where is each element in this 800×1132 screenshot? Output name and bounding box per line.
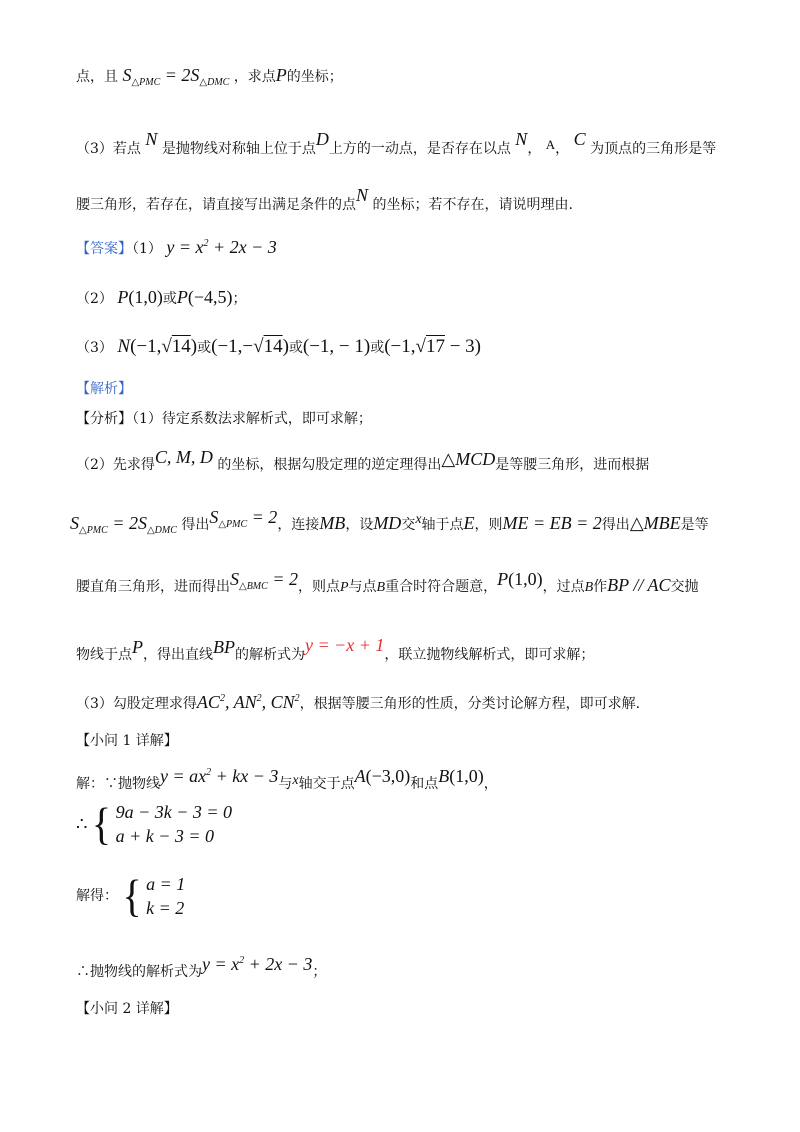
equation-line: k = 2	[146, 898, 185, 918]
point-P: P	[339, 580, 349, 595]
text: ，得出直线	[143, 647, 213, 663]
area-BMC: $S_{\triangle BMC} = 2$	[230, 569, 298, 592]
area-condition: $S_{\triangle PMC} = 2S_{\triangle DMC}$	[122, 65, 230, 88]
parabola-result: $y = x^2 + 2x - 3$	[202, 954, 313, 974]
text: ，求点	[233, 69, 276, 85]
text: ∴抛物线的解析式为	[76, 964, 202, 980]
text: 作	[593, 579, 608, 595]
text: 的坐标；	[286, 69, 343, 85]
area-equation: $S_{\triangle PMC} = 2$	[209, 507, 278, 530]
text: 是等腰三角形，进而根据	[495, 457, 650, 473]
text: 是抛物线对称轴上位于点	[161, 141, 316, 157]
text: （1）	[132, 241, 162, 257]
point-B: B(1,0)	[438, 766, 484, 786]
point-A: A(−3,0)	[354, 766, 411, 786]
equation-line: a + k − 3 = 0	[115, 826, 214, 846]
text: 腰直角三角形，进而得出	[76, 579, 230, 595]
therefore-symbol: ∴	[76, 814, 88, 834]
answer3-formula: N(−1,√14)或(−1,−√14)或(−1, − 1)或(−1,√17 − 3)	[117, 336, 482, 357]
equation-line: a = 1	[146, 874, 186, 894]
question2-tail	[76, 64, 760, 94]
answer-2	[76, 286, 760, 310]
point-B: B	[376, 580, 386, 595]
text: 是等	[680, 517, 709, 533]
text: （3）若点	[76, 141, 141, 157]
section-label: 【小问 2 详解】	[76, 1001, 178, 1017]
subquestion1-result	[76, 950, 760, 983]
text: 点，且	[76, 69, 118, 85]
x-axis: x	[415, 512, 422, 527]
brace-icon: {	[91, 797, 112, 850]
point-A: A	[545, 137, 556, 152]
point-B: B	[584, 580, 594, 595]
segment-MB: MB	[319, 513, 346, 533]
text: 交	[401, 517, 416, 533]
text: ，根据等腰三角形的性质，分类讨论解方程，即可求解.	[299, 696, 641, 712]
point-E: E	[463, 513, 475, 533]
subquestion1-line1	[76, 762, 760, 795]
system-lines	[146, 872, 185, 920]
text: 和点	[410, 776, 439, 792]
text: 解：∵抛物线	[76, 776, 160, 792]
text: （2）先求得	[76, 457, 155, 473]
equation-line: 9a − 3k − 3 = 0	[115, 802, 232, 822]
point-P: P	[275, 65, 287, 85]
text: ，过点	[542, 579, 585, 595]
text: 重合时符合题意，	[385, 579, 498, 595]
question3-line2	[76, 184, 760, 216]
point-N: N	[515, 129, 528, 149]
point-C: C	[573, 129, 586, 149]
squared-lengths: $AC^2$, $AN^2$, $CN^2$	[196, 692, 300, 712]
point-N: N	[145, 129, 158, 149]
text: ，联立抛物线解析式，即可求解；	[384, 647, 595, 663]
equation-system-2	[76, 869, 760, 932]
text: ；	[312, 964, 327, 980]
parabola-general: $y = ax^2$ + kx − 3	[160, 766, 279, 786]
analysis-1	[76, 408, 760, 430]
text: 的坐标，根据勾股定理的逆定理得出	[217, 457, 442, 473]
system-lines	[116, 800, 232, 848]
text: 轴于点	[421, 517, 464, 533]
area-condition: $S_{\triangle PMC} = 2S_{\triangle DMC}$	[70, 513, 177, 536]
segment-MD: MD	[373, 513, 402, 533]
analysis-label	[76, 378, 760, 400]
question3-line1: （3）若点 N 是抛物线对称轴上位于点D上方的一动点，是否存在以点 N， A， C 为顶点的三角形是等	[76, 129, 717, 157]
subquestion1-heading	[76, 730, 760, 752]
analysis-5	[76, 634, 760, 666]
text: 腰三角形，若存在，请直接写出满足条件的点	[76, 197, 356, 213]
answer2-formula: P(1,0)或P(−4,5)；	[117, 287, 247, 307]
line-BP: BP	[213, 637, 235, 657]
text: （3）	[76, 340, 113, 356]
answer1-formula: $y = x^2 + 2x - 3$	[166, 237, 277, 257]
text: 的坐标；若不存在，请说明理由.	[372, 197, 573, 213]
point-N: N	[356, 185, 369, 205]
text: 轴交于点	[298, 776, 355, 792]
brace-icon: {	[122, 869, 142, 922]
equation-system-1	[76, 797, 760, 860]
text: 物线于点	[76, 647, 132, 663]
point-P10: P(1,0)	[497, 569, 543, 589]
text: （3）勾股定理求得	[76, 696, 197, 712]
point-P: P	[132, 637, 143, 657]
text: ，设	[345, 517, 374, 533]
subquestion2-heading	[76, 998, 760, 1020]
text: ，则	[474, 517, 503, 533]
triangle-MBE: △MBE	[629, 513, 681, 533]
answer-1	[76, 233, 760, 260]
text: 与	[278, 776, 293, 792]
answer-label: 【答案】	[76, 241, 132, 257]
text: 上方的一动点，是否存在以点	[328, 141, 511, 157]
text: 交抛	[670, 579, 699, 595]
analysis-4	[76, 568, 760, 599]
analysis-2	[76, 446, 760, 476]
section-label: 【小问 1 详解】	[76, 733, 178, 749]
text: 得出	[601, 517, 630, 533]
text: 【分析】（1）待定系数法求解析式，即可求解；	[76, 411, 372, 427]
point-D: D	[315, 129, 329, 149]
text: ，则点	[297, 579, 340, 595]
text: （2）	[76, 291, 113, 307]
text: 得出	[181, 517, 210, 533]
points-CMD: C, M, D	[154, 447, 213, 467]
line-equation: y = −x + 1	[305, 635, 385, 655]
text: 与点	[348, 579, 377, 595]
length-equation: ME = EB = 2	[502, 513, 602, 533]
analysis-6	[76, 688, 760, 715]
parallel-condition: BP // AC	[607, 575, 671, 595]
x-axis: x	[292, 773, 299, 788]
text: ，	[483, 776, 498, 792]
solve-label: 解得：	[76, 888, 118, 904]
text: 的解析式为	[235, 647, 305, 663]
triangle-MCD: △MCD	[441, 449, 496, 469]
text: 为顶点的三角形是等	[590, 141, 717, 157]
analysis-heading: 【解析】	[76, 381, 132, 397]
analysis-3	[70, 506, 760, 542]
answer-3	[76, 336, 760, 359]
text: ，连接	[277, 517, 320, 533]
